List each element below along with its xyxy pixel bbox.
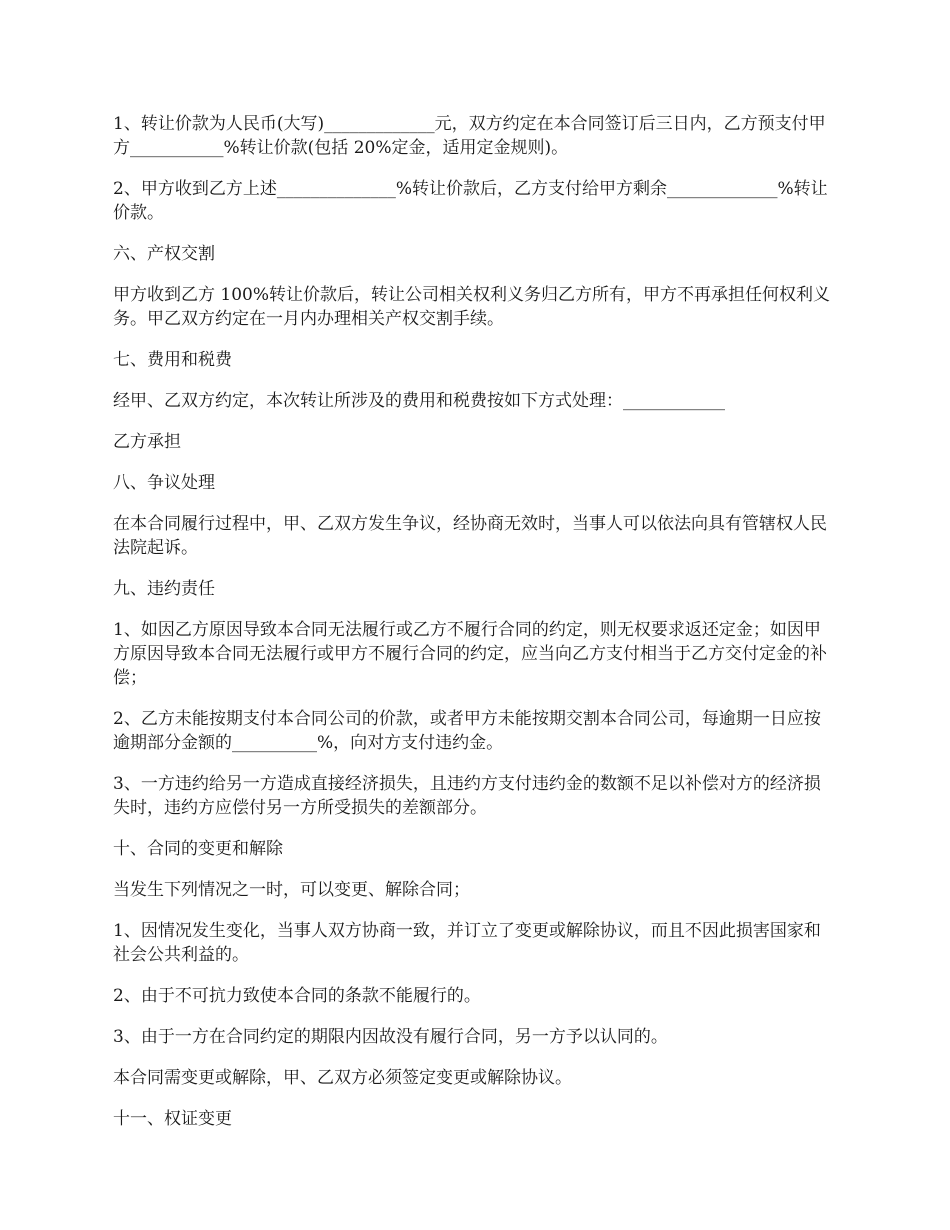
- section-heading-dispute: 八、争议处理: [113, 473, 215, 493]
- clause-dispute: 在本合同履行过程中，甲、乙双方发生争议，经协商无效时，当事人可以依法向具有管辖权人民法院起诉。: [113, 514, 827, 558]
- clause-breach-2: 2、乙方未能按期支付本合同公司的价款，或者甲方未能按期交割本合同公司，每逾期一日应按逾期部分金额的__________%，向对方支付违约金。: [113, 709, 821, 753]
- clause-property-transfer: 甲方收到乙方 100%转让价款后，转让公司相关权利义务归乙方所有，甲方不再承担任何权利义务。甲乙双方约定在一月内办理相关产权交割手续。: [113, 285, 831, 329]
- clause-breach-3: 3、一方违约给另一方造成直接经济损失，且违约方支付违约金的数额不足以补偿对方的经济损失时，违约方应偿付另一方所受损失的差额部分。: [113, 774, 821, 818]
- clause-change-intro: 当发生下列情况之一时，可以变更、解除合同；: [113, 880, 470, 900]
- document-body: [113, 112, 835, 1148]
- section-heading-title-change: 十一、权证变更: [113, 1109, 232, 1129]
- clause-fees-taxes: 经甲、乙双方约定，本次转让所涉及的费用和税费按如下方式处理：____________: [113, 391, 725, 411]
- clause-change-2: 2、由于不可抗力致使本合同的条款不能履行的。: [113, 986, 481, 1006]
- clause-change-3: 3、由于一方在合同约定的期限内因故没有履行合同，另一方予以认同的。: [113, 1027, 668, 1047]
- clause-payment-2: 2、甲方收到乙方上述______________%转让价款后，乙方支付给甲方剩余_____________%转让价款。: [113, 179, 828, 223]
- section-heading-property-transfer: 六、产权交割: [113, 244, 215, 264]
- clause-fees-bearer: 乙方承担: [113, 432, 181, 452]
- clause-payment-1: 1、转让价款为人民币(大写)_____________元，双方约定在本合同签订后三日内，乙方预支付甲方___________%转让价款(包括 20%定金，适用定金规则)。: [113, 114, 826, 158]
- clause-change-1: 1、因情况发生变化，当事人双方协商一致，并订立了变更或解除协议，而且不因此损害国家和社会公共利益的。: [113, 921, 821, 965]
- section-heading-change-termination: 十、合同的变更和解除: [113, 839, 283, 859]
- section-heading-fees-taxes: 七、费用和税费: [113, 350, 232, 370]
- clause-breach-1: 1、如因乙方原因导致本合同无法履行或乙方不履行合同的约定，则无权要求返还定金；如因甲方原因导致本合同无法履行或甲方不履行合同的约定，应当向乙方支付相当于乙方交付定金的补偿；: [113, 620, 827, 688]
- section-heading-breach: 九、违约责任: [113, 579, 215, 599]
- clause-change-agreement: 本合同需变更或解除，甲、乙双方必须签定变更或解除协议。: [113, 1068, 572, 1088]
